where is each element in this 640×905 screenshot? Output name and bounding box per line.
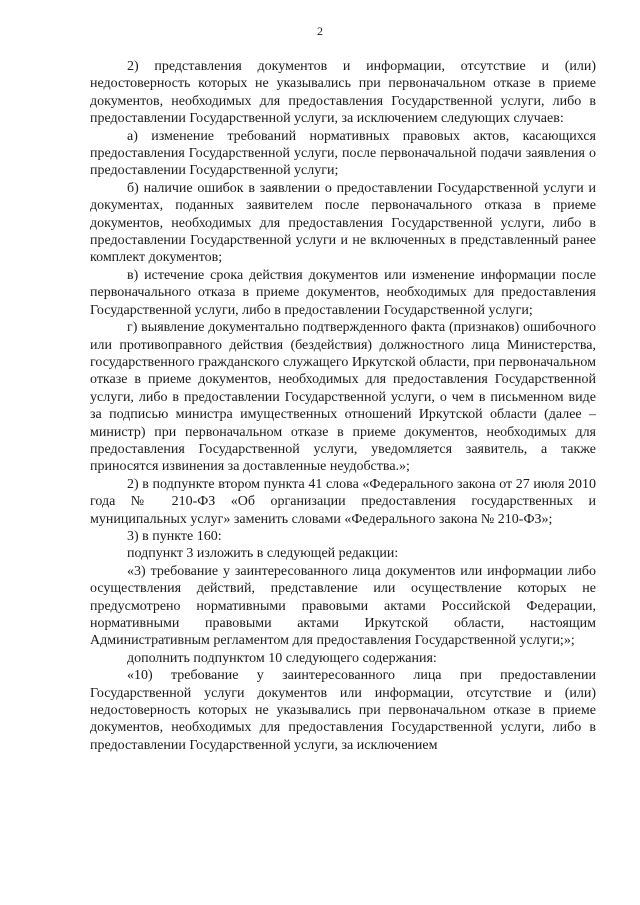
- paragraph-amendment-2: 2) в подпункте втором пункта 41 слова «Федерального закона от 27 июля 2010 года № 210-ФЗ «Об организации предоставления государственных и муниципальных услуг» заменить словами «Федерального закона № 210-ФЗ»;: [90, 476, 596, 527]
- document-body: [90, 58, 596, 754]
- paragraph-subitem-g: г) выявление документально подтвержденного факта (признаков) ошибочного или противоправного действия (бездействия) должностного лица Министерства, государственного гражданского служащего Иркутской области, при первоначальном отказе в приеме документов, необходимых для предоставления Государственной услуги, либо в предоставлении Государственной услуги, о чем в письменном виде за подписью министра имущественных отношений Иркутской области (далее – министр) при первоначальном отказе в приеме документов, необходимых для предоставления Государственной услуги, уведомляется заявитель, а также приносятся извинения за доставленные неудобства.»;: [90, 320, 596, 475]
- paragraph-amendment-3: 3) в пункте 160:: [127, 528, 222, 544]
- page-number: 2: [317, 24, 323, 38]
- paragraph-subpoint-10-text: «10) требование у заинтересованного лица при предоставлении Государственной услуги документов или информации, отсутствие и (или) недостоверность которых не указывались при первоначальном отказе в приеме документов, необходимых для предоставления Государственной услуги, либо в предоставлении Государственной услуги, за исключением: [90, 668, 596, 753]
- paragraph-subitem-v: в) истечение срока действия документов или изменение информации после первоначального отказа в приеме документов, необходимых для предоставления Государственной услуги, либо в предоставлении Государственной услуги;: [90, 267, 596, 318]
- paragraph-subitem-a: а) изменение требований нормативных правовых актов, касающихся предоставления Государственной услуги, после первоначальной подачи заявления о предоставлении Государственной услуги;: [90, 128, 596, 179]
- paragraph-subitem-b: б) наличие ошибок в заявлении о предоставлении Государственной услуги и документах, поданных заявителем после первоначального отказа в приеме документов, необходимых для предоставления Государственной услуги, либо в предоставлении Государственной услуги и не включенных в представленный ранее комплект документов;: [90, 180, 596, 266]
- paragraph-subpoint-10-intro: дополнить подпунктом 10 следующего содержания:: [127, 650, 437, 666]
- paragraph-item-2: 2) представления документов и информации, отсутствие и (или) недостоверность которых не указывались при первоначальном отказе в приеме документов, необходимых для предоставления Государственной услуги, либо в предоставлении Государственной услуги, за исключением следующих случаев:: [90, 59, 596, 127]
- paragraph-subpoint-3-text: «3) требование у заинтересованного лица документов или информации либо осуществления действий, представление или осуществление которых не предусмотрено нормативными правовыми актами Российской Федерации, нормативными правовыми актами Иркутской области, настоящим Административным регламентом для предоставления Государственной услуги;»;: [90, 563, 596, 649]
- paragraph-subpoint-3-intro: подпункт 3 изложить в следующей редакции:: [127, 546, 399, 562]
